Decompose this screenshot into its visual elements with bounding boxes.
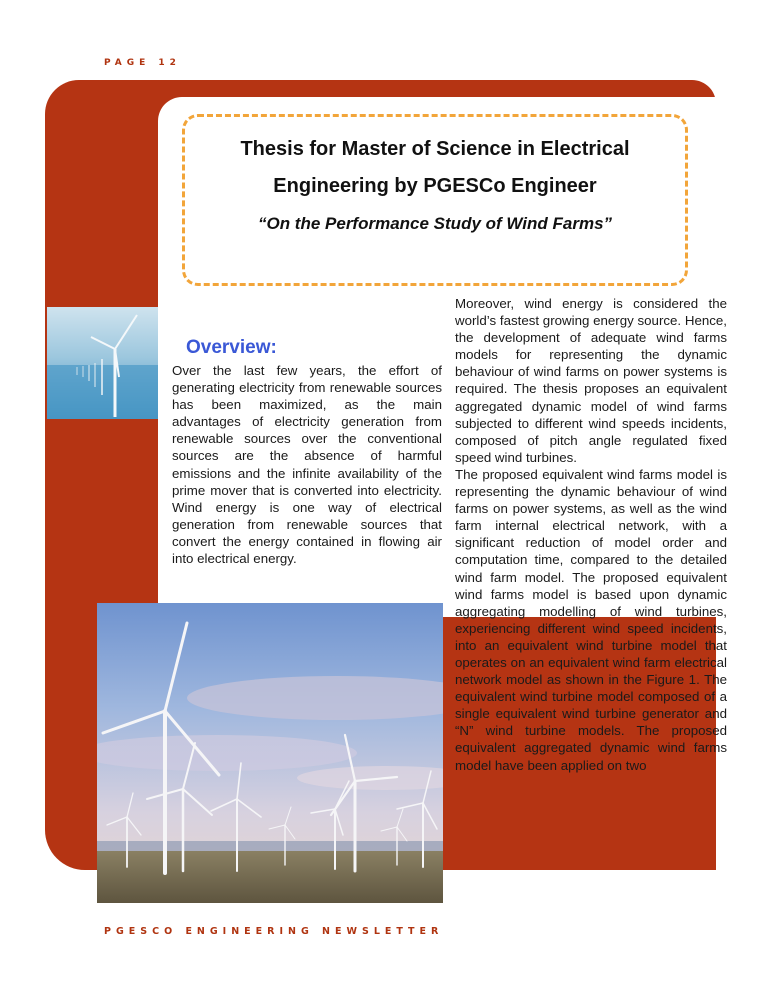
article-title: Thesis for Master of Science in Electrical Engineering by PGESCo Engineer	[240, 138, 630, 197]
page-number-label: PAGE 12	[104, 58, 181, 68]
overview-paragraph	[172, 362, 442, 567]
article-subtitle: “On the Performance Study of Wind Farms”	[257, 214, 613, 233]
title-box	[182, 114, 688, 286]
offshore-windfarm-photo	[47, 307, 158, 419]
right-column	[455, 295, 727, 774]
newsletter-footer: PGESCO ENGINEERING NEWSLETTER	[104, 926, 444, 937]
right-paragraph-1: Moreover, wind energy is considered the world’s fastest growing energy source. Hence, the development of adequate wind farms models for representing the dynamic behaviour of wind farms on power systems is required. The thesis proposes an equivalent aggregated dynamic model of wind farms subjected to different wind speeds incidents, composed of pitch angle regulated fixed speed wind turbines.	[455, 296, 727, 465]
right-paragraph-2: The proposed equivalent wind farms model is representing the dynamic behaviour of wind farms on power systems, as well as the wind farm internal electrical network, with a significant reduction of model order and computation time, compared to the detailed wind farm model. The proposed equivalent wind farms model is based upon dynamic aggregating modelling of wind turbines, experiencing different wind speed incidents, into an equivalent wind turbine model that operates on an equivalent wind farm electrical network model as shown in the Figure 1. The equivalent wind turbine model composed of a single equivalent wind turbine generator and “N” wind turbine models. The proposed equivalent aggregated dynamic wind farms model have been applied on two	[455, 466, 727, 773]
overview-text: Over the last few years, the effort of generating electricity from renewable sources has been maximized, as the main advantages of electricity generation from renewable sources over the conventional sources are the absence of harmful emissions and the infinite availability of the prime mover that is converted into electricity. Wind energy is one way of electrical generation from renewable sources that convert the energy contained in flowing air into electrical energy.	[172, 363, 442, 567]
overview-heading: Overview:	[186, 337, 277, 358]
wind-turbines-photo	[97, 603, 443, 903]
